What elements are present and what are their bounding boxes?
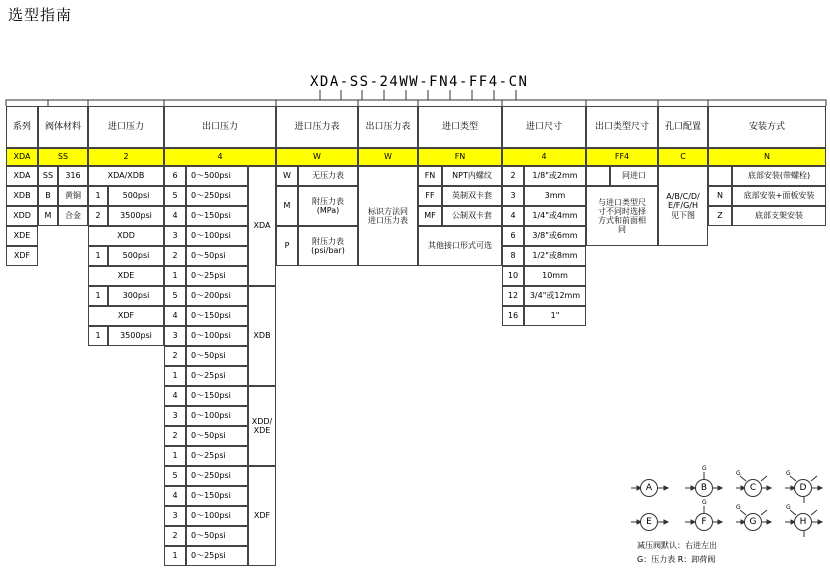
outlet-pressure-value: 0～25psi bbox=[186, 366, 248, 386]
inlet-pressure-code: 1 bbox=[88, 286, 108, 306]
mounting-name: 底部支架安装 bbox=[732, 206, 826, 226]
example-mounting: N bbox=[708, 148, 826, 166]
port-config-line: A/B/C/D/ bbox=[666, 192, 700, 202]
inlet-type-code: FF bbox=[418, 186, 442, 206]
port-b-gauge-label: G bbox=[702, 465, 707, 472]
inlet-size-value: 3/4"或12mm bbox=[524, 286, 586, 306]
example-inlet-type: FN bbox=[418, 148, 502, 166]
outlet-pressure-code: 3 bbox=[164, 406, 186, 426]
port-d-icon: D bbox=[794, 479, 812, 497]
inlet-size-code: 4 bbox=[502, 206, 524, 226]
inlet-size-value: 1/8"或2mm bbox=[524, 166, 586, 186]
inlet-size-code: 10 bbox=[502, 266, 524, 286]
inlet-size-code: 16 bbox=[502, 306, 524, 326]
port-f-icon: F bbox=[695, 513, 713, 531]
outlet-pressure-value: 0～100psi bbox=[186, 326, 248, 346]
outlet-pressure-value: 0～100psi bbox=[186, 506, 248, 526]
example-outlet-type: FF4 bbox=[586, 148, 658, 166]
outlet-type-diff-line: 同 bbox=[618, 225, 626, 235]
outlet-pressure-code: 2 bbox=[164, 526, 186, 546]
outlet-type-diff-line: 方式和前面相 bbox=[598, 216, 646, 225]
inlet-type-code: FN bbox=[418, 166, 442, 186]
outlet-type-diff-line: 寸不同时选择 bbox=[598, 206, 646, 216]
outlet-pressure-code: 1 bbox=[164, 446, 186, 466]
material-name: 黄铜 bbox=[58, 186, 88, 206]
header-outlet-pressure: 出口压力 bbox=[164, 106, 276, 148]
outlet-pressure-code: 6 bbox=[164, 166, 186, 186]
port-b-icon: B bbox=[695, 479, 713, 497]
outlet-pressure-value: 0～100psi bbox=[186, 226, 248, 246]
series-xdd: XDD bbox=[6, 206, 38, 226]
mounting-code: N bbox=[708, 186, 732, 206]
inlet-size-code: 12 bbox=[502, 286, 524, 306]
header-inlet-size: 进口尺寸 bbox=[502, 106, 586, 148]
outlet-pressure-code: 1 bbox=[164, 366, 186, 386]
port-g-gauge-label: G bbox=[736, 504, 741, 511]
inlet-gauge-name-line: 附压力表 bbox=[312, 236, 344, 246]
outlet-pressure-series-label: XDA bbox=[248, 166, 276, 286]
outlet-pressure-value: 0～200psi bbox=[186, 286, 248, 306]
inlet-type-other: 其他接口形式可选 bbox=[418, 226, 502, 266]
header-mounting: 安装方式 bbox=[708, 106, 826, 148]
outlet-pressure-series-label-line: XDD/ bbox=[251, 416, 273, 426]
inlet-pressure-value: 300psi bbox=[108, 286, 164, 306]
inlet-type-name: 英制双卡套 bbox=[442, 186, 502, 206]
inlet-size-value: 3/8"或6mm bbox=[524, 226, 586, 246]
outlet-pressure-value: 0～25psi bbox=[186, 266, 248, 286]
outlet-pressure-code: 3 bbox=[164, 326, 186, 346]
outlet-pressure-value: 0～25psi bbox=[186, 546, 248, 566]
inlet-pressure-group-label: XDD bbox=[88, 226, 164, 246]
inlet-size-value: 3mm bbox=[524, 186, 586, 206]
series-xdf: XDF bbox=[6, 246, 38, 266]
inlet-pressure-code: 2 bbox=[88, 206, 108, 226]
page-title: 选型指南 bbox=[8, 6, 73, 24]
inlet-pressure-code: 1 bbox=[88, 186, 108, 206]
outlet-pressure-value: 0～150psi bbox=[186, 206, 248, 226]
outlet-pressure-code: 5 bbox=[164, 186, 186, 206]
header-outlet-gauge: 出口压力表 bbox=[358, 106, 418, 148]
example-port-config: C bbox=[658, 148, 708, 166]
inlet-type-code: MF bbox=[418, 206, 442, 226]
outlet-pressure-code: 1 bbox=[164, 266, 186, 286]
example-series: XDA bbox=[6, 148, 38, 166]
outlet-pressure-value: 0～100psi bbox=[186, 406, 248, 426]
header-inlet-type: 进口类型 bbox=[418, 106, 502, 148]
header-outlet-type-size: 出口类型尺寸 bbox=[586, 106, 658, 148]
outlet-pressure-value: 0～50psi bbox=[186, 526, 248, 546]
example-material: SS bbox=[38, 148, 88, 166]
mounting-name: 底部安装(带螺栓) bbox=[732, 166, 826, 186]
outlet-pressure-series-label: XDF bbox=[248, 466, 276, 566]
outlet-pressure-code: 5 bbox=[164, 466, 186, 486]
header-inlet-gauge: 进口压力表 bbox=[276, 106, 358, 148]
inlet-gauge-unit: (MPa) bbox=[316, 206, 340, 215]
outlet-pressure-series-label-line: XDE bbox=[253, 426, 271, 435]
port-g-icon: G bbox=[744, 513, 762, 531]
inlet-gauge-code: P bbox=[276, 226, 298, 266]
inlet-pressure-group-label: XDF bbox=[88, 306, 164, 326]
outlet-pressure-value: 0～150psi bbox=[186, 306, 248, 326]
port-config-line: E/F/G/H bbox=[668, 201, 698, 211]
mounting-code: Z bbox=[708, 206, 732, 226]
example-inlet-size: 4 bbox=[502, 148, 586, 166]
outlet-pressure-code: 2 bbox=[164, 346, 186, 366]
outlet-gauge-note-line: 进口压力表 bbox=[368, 216, 408, 225]
inlet-size-code: 3 bbox=[502, 186, 524, 206]
outlet-gauge-note-line: 标识方法同 bbox=[368, 206, 408, 216]
outlet-pressure-code: 3 bbox=[164, 506, 186, 526]
inlet-pressure-value: 500psi bbox=[108, 186, 164, 206]
header-series: 系列 bbox=[6, 106, 38, 148]
inlet-size-code: 8 bbox=[502, 246, 524, 266]
port-c-icon: C bbox=[744, 479, 762, 497]
port-h-gauge-label: G bbox=[786, 504, 791, 511]
inlet-gauge-code: W bbox=[276, 166, 298, 186]
material-code: M bbox=[38, 206, 58, 226]
outlet-pressure-value: 0～25psi bbox=[186, 446, 248, 466]
mounting-name: 底部安装+面板安装 bbox=[732, 186, 826, 206]
outlet-pressure-code: 2 bbox=[164, 246, 186, 266]
outlet-pressure-code: 4 bbox=[164, 306, 186, 326]
inlet-gauge-unit: (psi/bar) bbox=[311, 246, 345, 255]
series-xde: XDE bbox=[6, 226, 38, 246]
example-outlet-gauge: W bbox=[358, 148, 418, 166]
inlet-pressure-group-label: XDA/XDB bbox=[88, 166, 164, 186]
material-code: SS bbox=[38, 166, 58, 186]
outlet-pressure-value: 0～250psi bbox=[186, 466, 248, 486]
outlet-pressure-value: 0～50psi bbox=[186, 346, 248, 366]
outlet-pressure-code: 4 bbox=[164, 386, 186, 406]
material-name: 合金 bbox=[58, 206, 88, 226]
port-f-gauge-label: G bbox=[702, 499, 707, 506]
material-code: B bbox=[38, 186, 58, 206]
inlet-gauge-code: M bbox=[276, 186, 298, 226]
outlet-pressure-value: 0～250psi bbox=[186, 186, 248, 206]
outlet-pressure-code: 4 bbox=[164, 206, 186, 226]
header-material: 阀体材料 bbox=[38, 106, 88, 148]
series-xda: XDA bbox=[6, 166, 38, 186]
port-c-gauge-label: G bbox=[736, 470, 741, 477]
outlet-pressure-code: 1 bbox=[164, 546, 186, 566]
outlet-pressure-code: 3 bbox=[164, 226, 186, 246]
outlet-pressure-code: 4 bbox=[164, 486, 186, 506]
outlet-pressure-value: 0～150psi bbox=[186, 486, 248, 506]
outlet-pressure-value: 0～50psi bbox=[186, 246, 248, 266]
inlet-type-name: 公制双卡套 bbox=[442, 206, 502, 226]
inlet-gauge-name-line: 附压力表 bbox=[312, 196, 344, 206]
inlet-gauge-name: 无压力表 bbox=[298, 166, 358, 186]
port-h-icon: H bbox=[794, 513, 812, 531]
outlet-pressure-code: 5 bbox=[164, 286, 186, 306]
inlet-size-value: 1/4"或4mm bbox=[524, 206, 586, 226]
inlet-size-value: 1" bbox=[524, 306, 586, 326]
outlet-type-same: 同进口 bbox=[610, 166, 658, 186]
port-legend-symbols: G：压力表 R：卸荷阀 bbox=[637, 555, 716, 564]
inlet-pressure-value: 3500psi bbox=[108, 326, 164, 346]
series-xdb: XDB bbox=[6, 186, 38, 206]
inlet-size-code: 6 bbox=[502, 226, 524, 246]
material-name: 316 bbox=[58, 166, 88, 186]
outlet-pressure-value: 0～50psi bbox=[186, 426, 248, 446]
inlet-pressure-code: 1 bbox=[88, 326, 108, 346]
inlet-size-value: 10mm bbox=[524, 266, 586, 286]
inlet-size-value: 1/2"或8mm bbox=[524, 246, 586, 266]
model-code-example: XDA-SS-24WW-FN4-FF4-CN bbox=[310, 74, 529, 90]
example-outlet-pressure: 4 bbox=[164, 148, 276, 166]
port-d-gauge-label: G bbox=[786, 470, 791, 477]
inlet-pressure-group-label: XDE bbox=[88, 266, 164, 286]
inlet-type-name: NPT内螺纹 bbox=[442, 166, 502, 186]
outlet-pressure-series-label: XDB bbox=[248, 286, 276, 386]
example-inlet-gauge: W bbox=[276, 148, 358, 166]
outlet-type-diff-line: 与进口类型尺 bbox=[598, 197, 646, 207]
inlet-pressure-value: 3500psi bbox=[108, 206, 164, 226]
outlet-pressure-value: 0～500psi bbox=[186, 166, 248, 186]
inlet-pressure-code: 1 bbox=[88, 246, 108, 266]
port-legend-default: 减压阀默认：右进左出 bbox=[637, 541, 717, 550]
example-inlet-pressure: 2 bbox=[88, 148, 164, 166]
outlet-pressure-code: 2 bbox=[164, 426, 186, 446]
inlet-pressure-value: 500psi bbox=[108, 246, 164, 266]
header-inlet-pressure: 进口压力 bbox=[88, 106, 164, 148]
outlet-pressure-value: 0～150psi bbox=[186, 386, 248, 406]
header-port-config: 孔口配置 bbox=[658, 106, 708, 148]
port-config-line: 见下图 bbox=[671, 210, 695, 220]
port-a-icon: A bbox=[640, 479, 658, 497]
port-e-icon: E bbox=[640, 513, 658, 531]
inlet-size-code: 2 bbox=[502, 166, 524, 186]
